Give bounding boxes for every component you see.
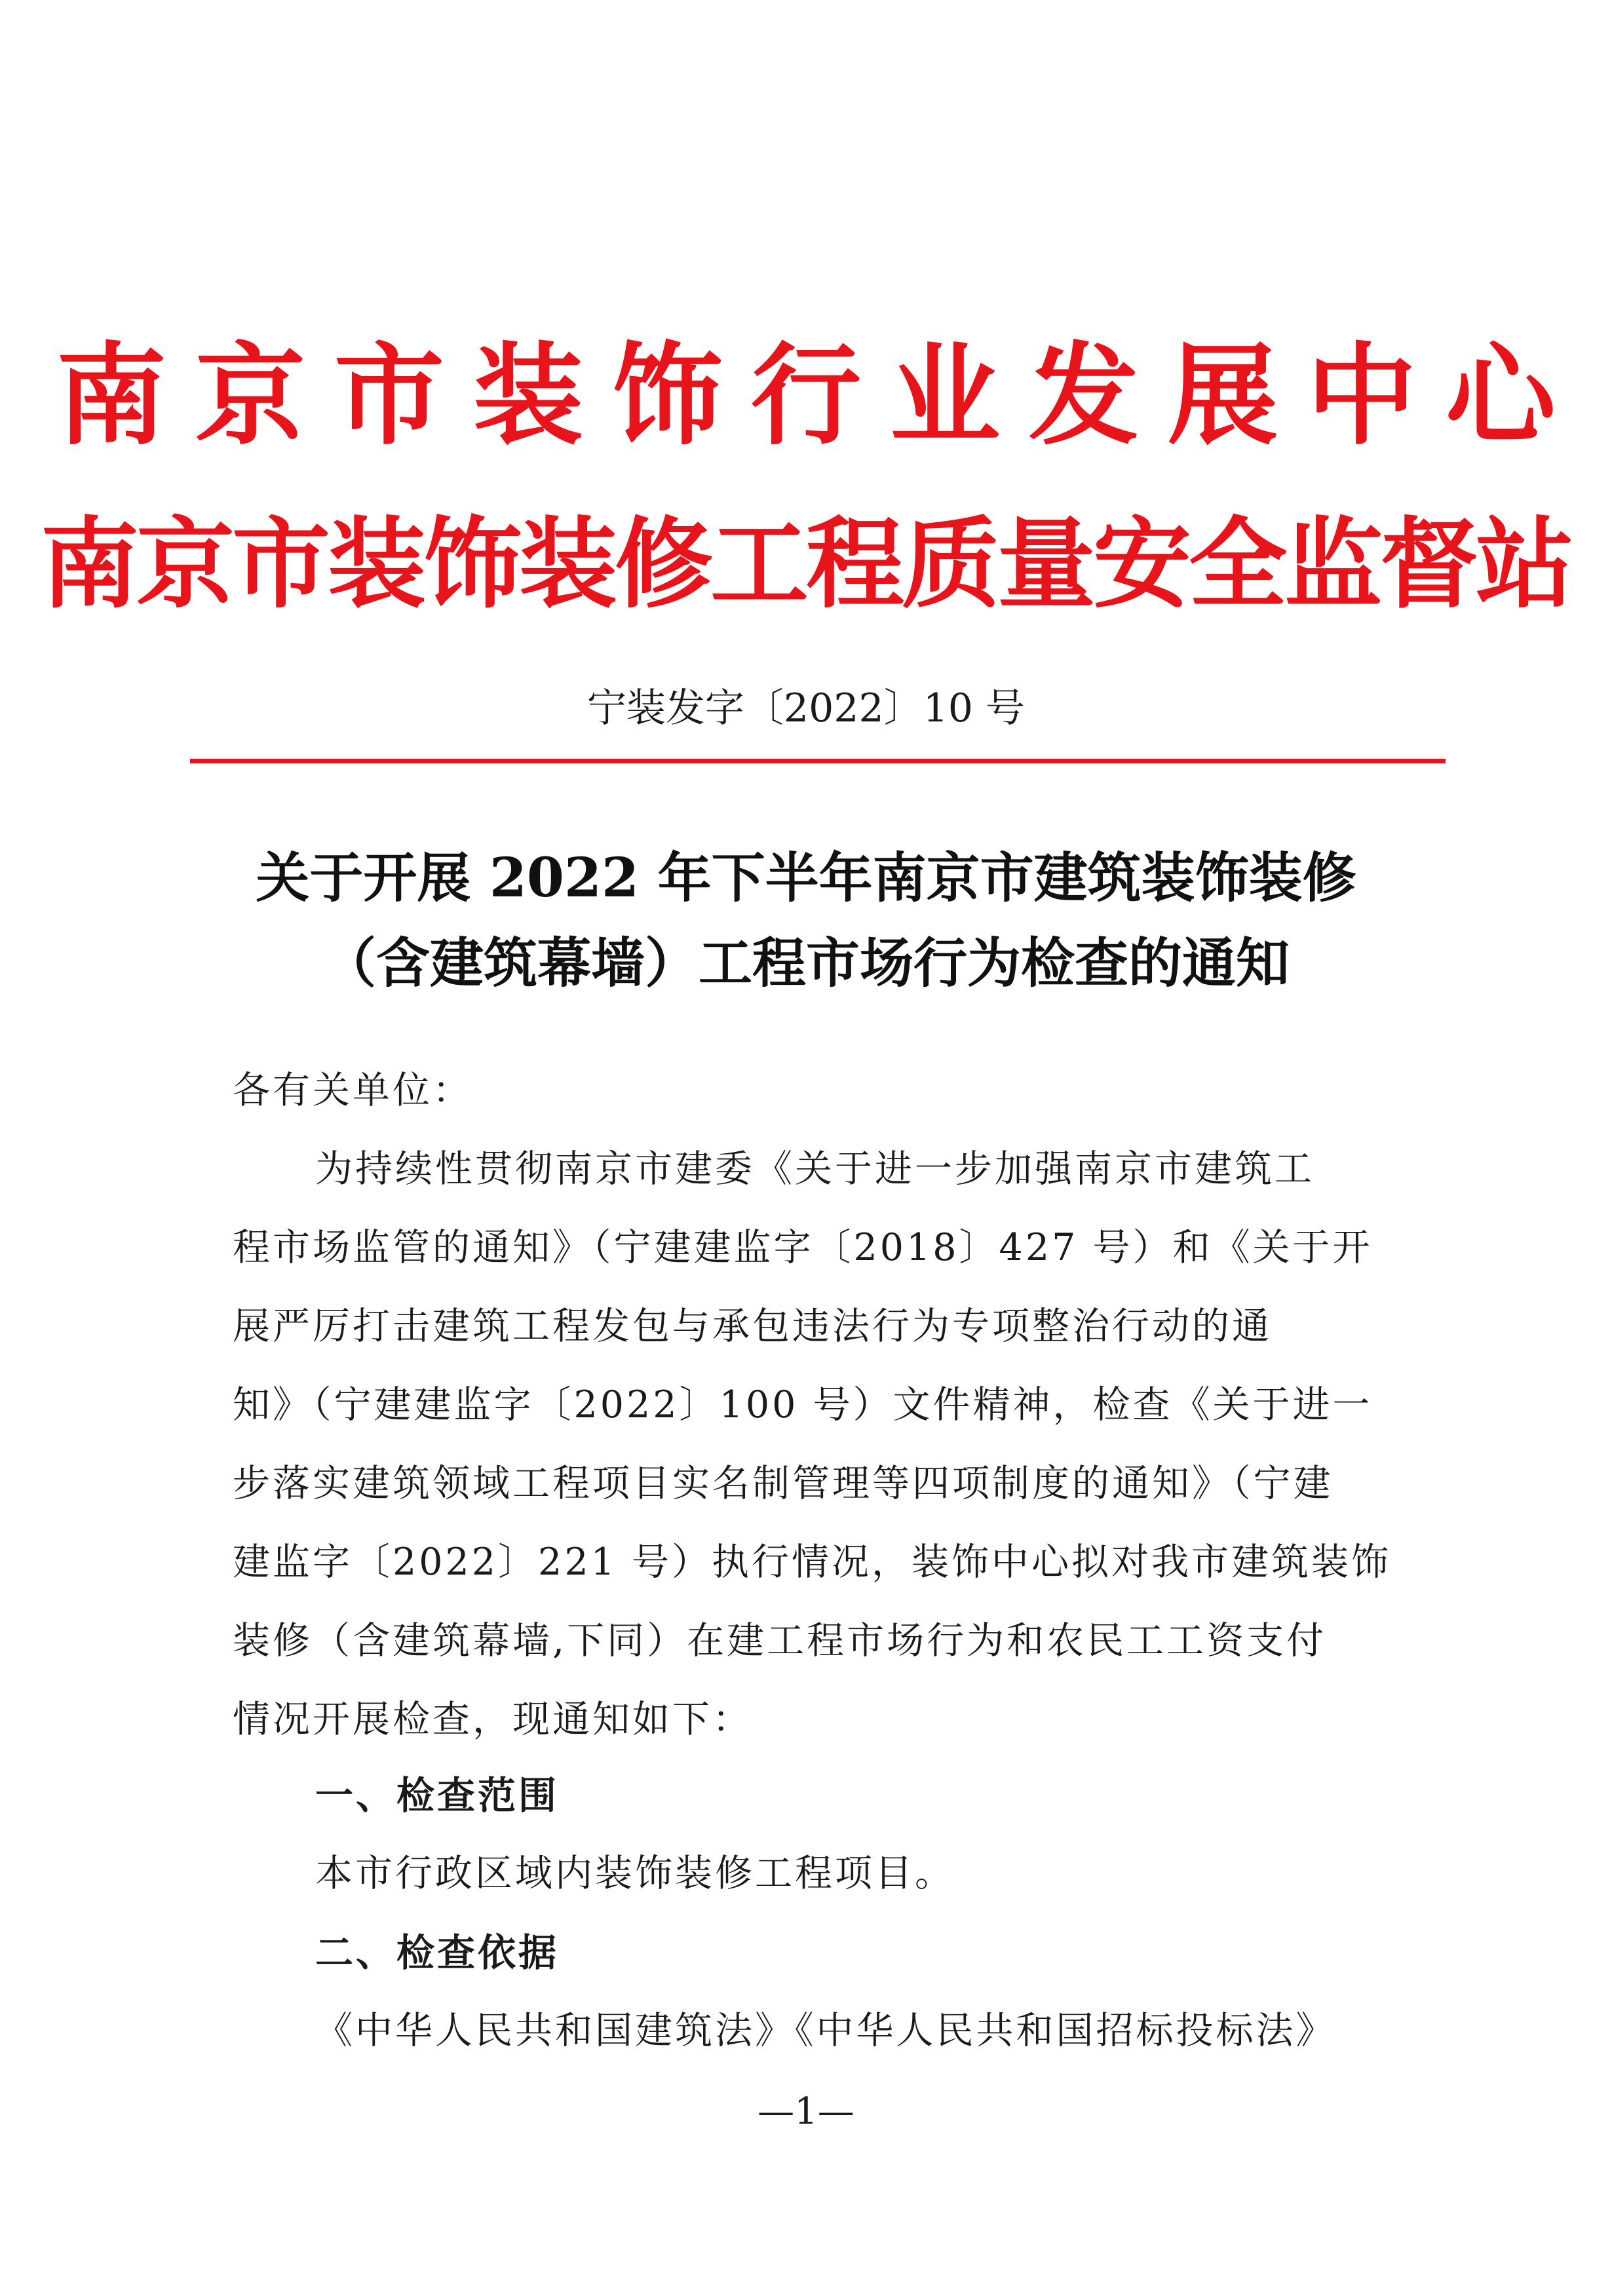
- paragraph-line: 程市场监管的通知》（宁建建监字〔2018〕427 号）和《关于开: [233, 1226, 1373, 1269]
- paragraph-line: 展严厉打击建筑工程发包与承包违法行为专项整治行动的通: [233, 1305, 1272, 1348]
- issuing-org-line2: 南京市装饰装修工程质量安全监督站: [40, 507, 1571, 622]
- paragraph-line: 建监字〔2022〕221 号）执行情况，装饰中心拟对我市建筑装饰: [233, 1540, 1391, 1584]
- paragraph-line: 知》（宁建建监字〔2022〕100 号）文件精神，检查《关于进一: [233, 1383, 1373, 1426]
- paragraph-line: 情况开展检查，现通知如下：: [233, 1698, 752, 1741]
- notice-title-line2: （含建筑幕墙）工程市场行为检查的通知: [322, 932, 1290, 995]
- section-text-basis: 《中华人民共和国建筑法》《中华人民共和国招标投标法》: [315, 2009, 1336, 2052]
- red-divider-line: [190, 759, 1446, 763]
- section-text-scope: 本市行政区域内装饰装修工程项目。: [315, 1852, 955, 1895]
- salutation: 各有关单位：: [233, 1069, 472, 1112]
- issuing-org-line1: 南京市装饰行业发展中心: [56, 330, 1584, 460]
- section-heading-basis: 二、检查依据: [315, 1930, 560, 1975]
- section-heading-scope: 一、检查范围: [315, 1773, 560, 1818]
- paragraph-line: 为持续性贯彻南京市建委《关于进一步加强南京市建筑工: [315, 1147, 1315, 1191]
- notice-title-line1: 关于开展 2022 年下半年南京市建筑装饰装修: [256, 847, 1356, 909]
- paragraph-line: 装修（含建筑幕墙,下同）在建工程市场行为和农民工工资支付: [233, 1619, 1327, 1662]
- paragraph-line: 步落实建筑领域工程项目实名制管理等四项制度的通知》（宁建: [233, 1462, 1334, 1505]
- document-number: 宁装发字〔2022〕10 号: [586, 685, 1026, 731]
- page-number: —1—: [758, 2090, 854, 2133]
